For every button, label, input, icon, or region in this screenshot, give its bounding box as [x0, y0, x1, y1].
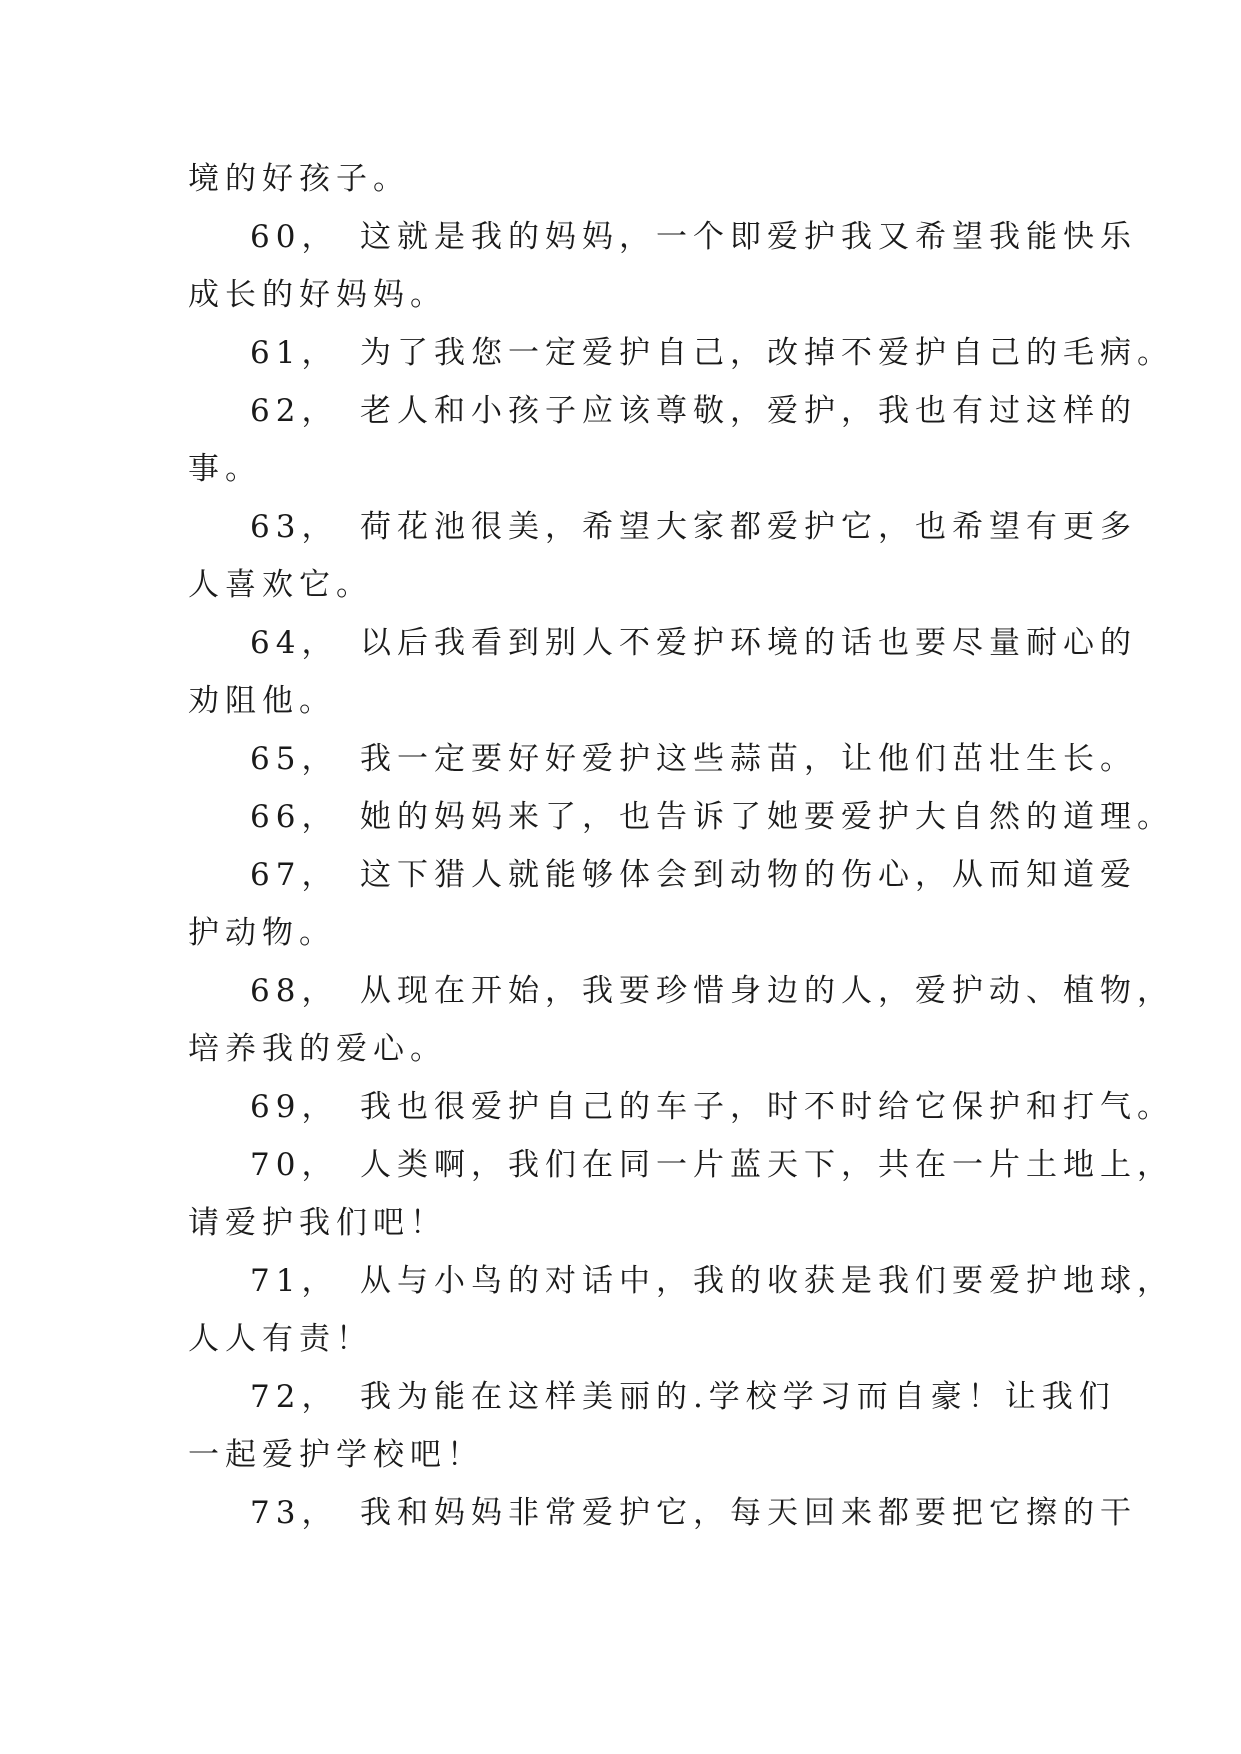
text-line: 63， 荷花池很美，希望大家都爱护它，也希望有更多: [250, 509, 1137, 545]
text-line: 64， 以后我看到别人不爱护环境的话也要尽量耐心的: [250, 625, 1137, 661]
text-line: 67， 这下猎人就能够体会到动物的伤心，从而知道爱: [250, 857, 1137, 893]
text-line: 60， 这就是我的妈妈，一个即爱护我又希望我能快乐: [250, 219, 1137, 255]
text-line: 71， 从与小鸟的对话中，我的收获是我们要爱护地球，: [250, 1263, 1174, 1299]
text-line: 61， 为了我您一定爱护自己，改掉不爱护自己的毛病。: [250, 335, 1174, 371]
text-line: 事。: [188, 451, 262, 487]
text-line: 成长的好妈妈。: [188, 277, 447, 313]
document-page: [188, 150, 1174, 1542]
text-line: 培养我的爱心。: [188, 1031, 447, 1067]
text-line: 70， 人类啊，我们在同一片蓝天下，共在一片土地上，: [250, 1147, 1174, 1183]
text-line: 一起爱护学校吧！: [188, 1437, 484, 1473]
text-line: 劝阻他。: [188, 683, 336, 719]
text-line: 65， 我一定要好好爱护这些蒜苗，让他们茁壮生长。: [250, 741, 1137, 777]
text-line: 请爱护我们吧！: [188, 1205, 447, 1241]
text-line: 62， 老人和小孩子应该尊敬，爱护，我也有过这样的: [250, 393, 1137, 429]
text-line: 69， 我也很爱护自己的车子，时不时给它保护和打气。: [250, 1089, 1174, 1125]
text-line: 73， 我和妈妈非常爱护它，每天回来都要把它擦的干: [250, 1495, 1137, 1531]
text-line: 境的好孩子。: [188, 161, 410, 197]
text-line: 人喜欢它。: [188, 567, 373, 603]
text-line: 护动物。: [188, 915, 336, 951]
text-line: 人人有责！: [188, 1321, 373, 1357]
text-line: 68， 从现在开始，我要珍惜身边的人，爱护动、植物，: [250, 973, 1174, 1009]
text-line: 66， 她的妈妈来了，也告诉了她要爱护大自然的道理。: [250, 799, 1174, 835]
text-line: 72， 我为能在这样美丽的.学校学习而自豪！让我们: [250, 1379, 1116, 1415]
